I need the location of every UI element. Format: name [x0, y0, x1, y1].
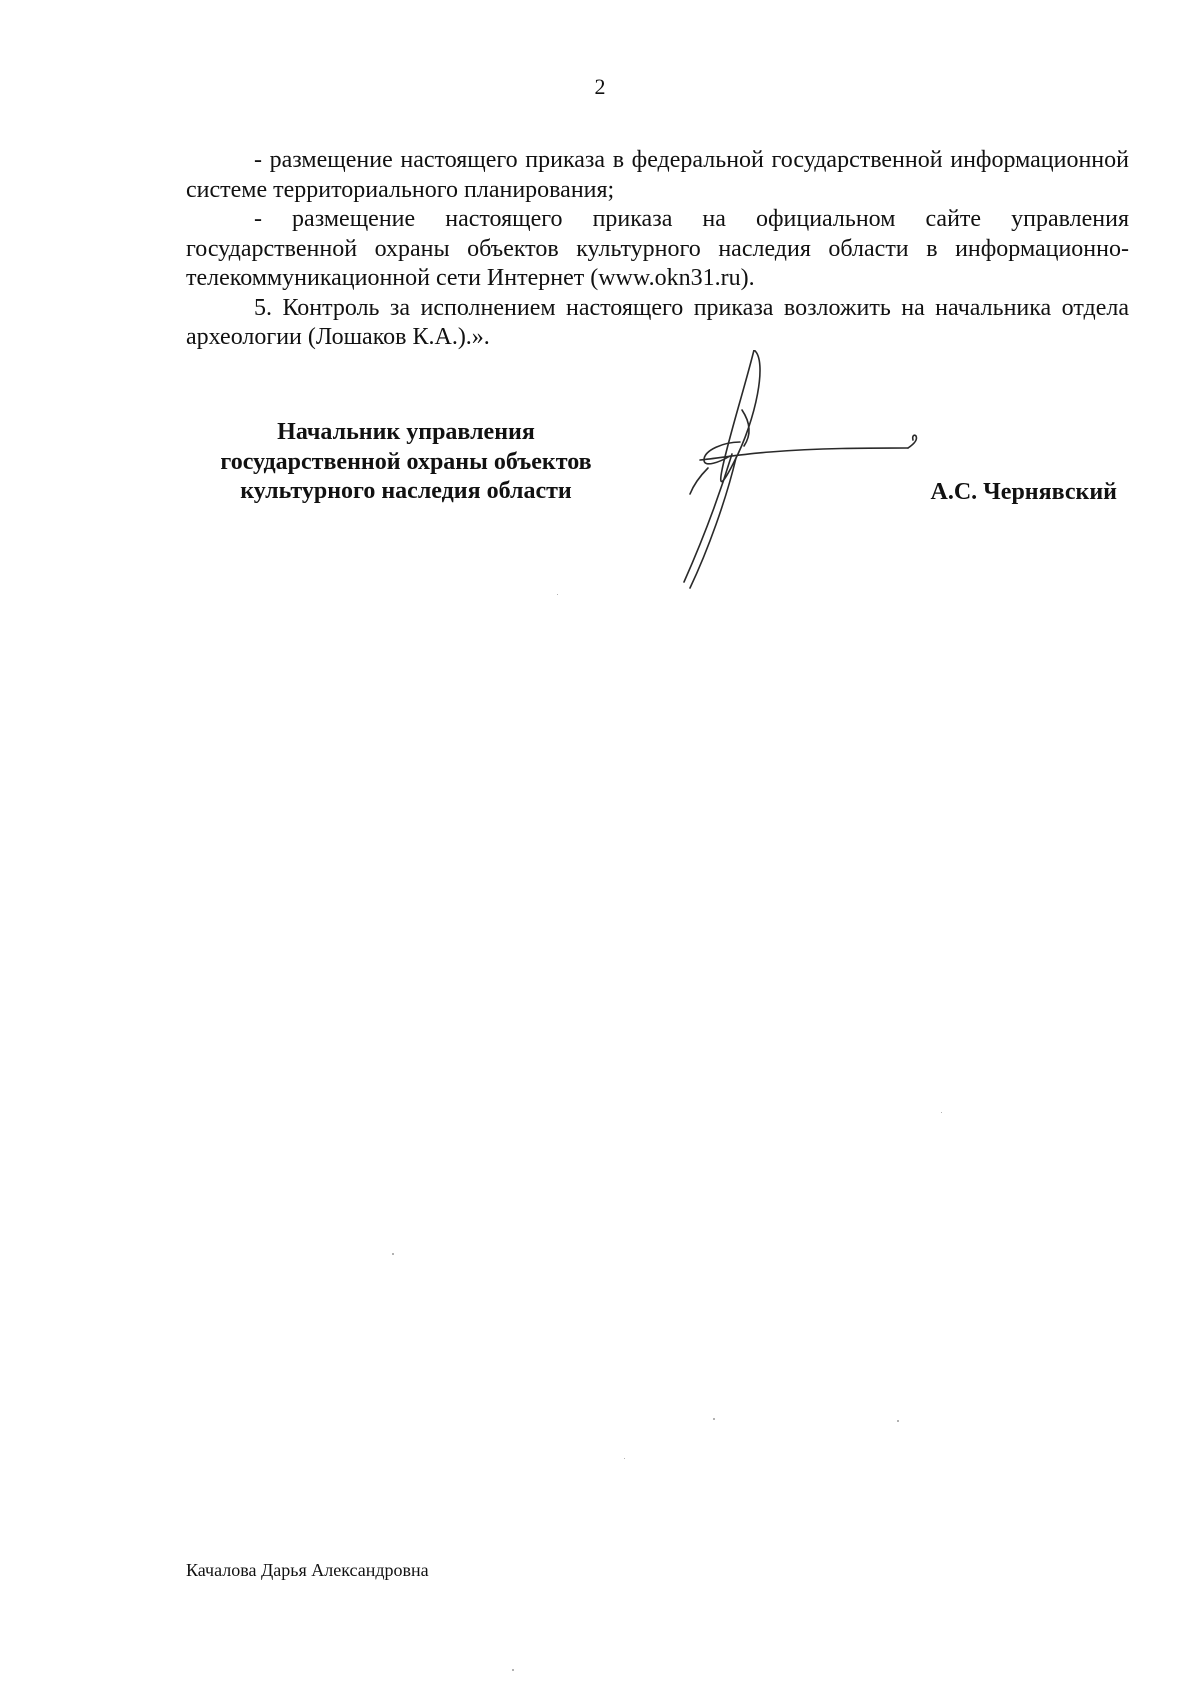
signatory-position	[186, 418, 626, 507]
scan-speck	[557, 594, 558, 595]
executor-name: Качалова Дарья Александровна	[186, 1560, 429, 1580]
paragraph-fgis-placement: - размещение настоящего приказа в федеральной государственной информационной системе территориального планирования;	[186, 147, 1129, 203]
scan-speck	[897, 1420, 899, 1422]
page-number: 2	[594, 74, 606, 99]
position-line: культурного наследия области	[240, 478, 572, 504]
position-line: государственной охраны объектов	[220, 448, 592, 475]
scan-speck	[392, 1253, 394, 1255]
signer-name: А.С. Чернявский	[930, 479, 1117, 505]
position-line: Начальник управления	[277, 419, 535, 445]
scan-speck	[512, 1669, 514, 1671]
paragraph-website-placement: - размещение настоящего приказа на официальном сайте управления государственной охраны объектов культурного наследия области в информационно-телекоммуникационной сети Интернет (www.okn31.ru).	[186, 206, 1129, 291]
scan-speck	[941, 1112, 942, 1113]
paragraph-control: 5. Контроль за исполнением настоящего приказа возложить на начальника отдела археологии (Лошаков К.А.).».	[186, 294, 1129, 350]
scan-speck	[624, 1458, 625, 1459]
document-body	[186, 146, 1129, 353]
scan-speck	[713, 1418, 715, 1420]
handwritten-signature	[660, 350, 920, 590]
